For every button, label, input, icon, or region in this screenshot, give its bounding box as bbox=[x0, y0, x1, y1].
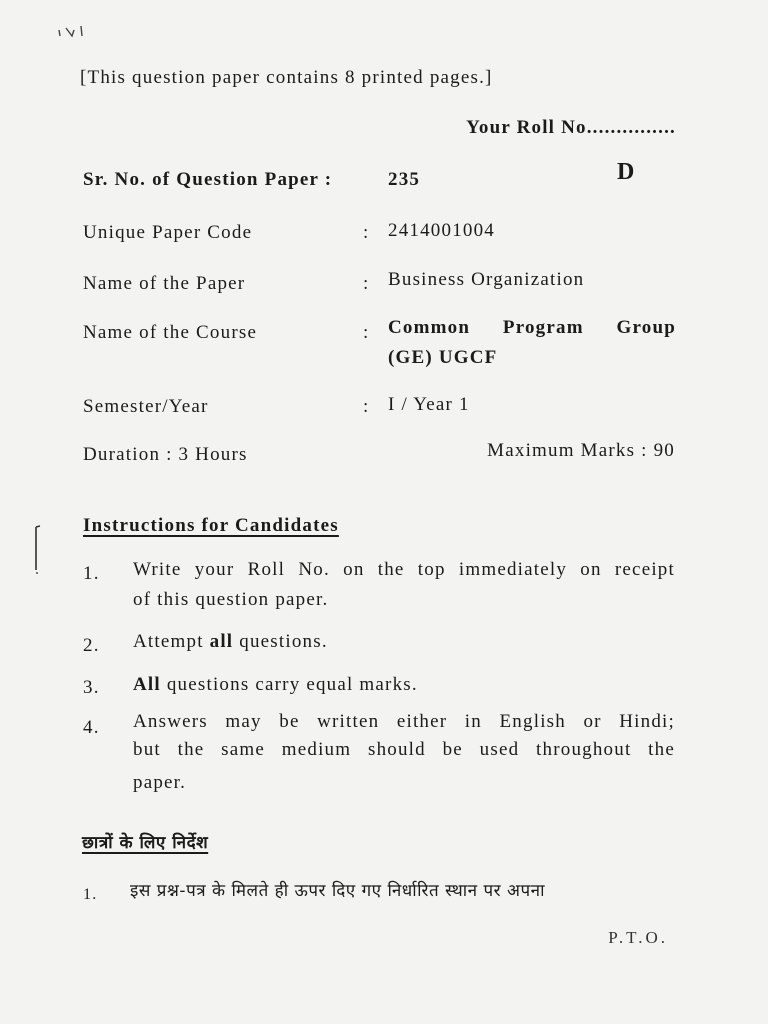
instruction-1-line-1: Write your Roll No. on the top immediately on receipt bbox=[133, 559, 675, 580]
duration: Duration : 3 Hours bbox=[83, 444, 248, 465]
field-label-semester: Semester/Year bbox=[83, 396, 209, 417]
hindi-instruction-1: इस प्रश्न-पत्र के मिलते ही ऊपर दिए गए निर्धारित स्थान पर अपना bbox=[130, 881, 545, 901]
field-label-paper-code: Unique Paper Code bbox=[83, 222, 253, 243]
field-separator: : bbox=[363, 273, 370, 294]
field-label-paper-name: Name of the Paper bbox=[83, 273, 246, 294]
instruction-4-line-2: but the same medium should be used throughout the bbox=[133, 739, 675, 760]
field-value-course-line-1: Common Program Group bbox=[388, 317, 676, 338]
instructions-heading: Instructions for Candidates bbox=[83, 515, 339, 536]
hindi-instructions-heading: छात्रों के लिए निर्देश bbox=[82, 833, 209, 853]
field-separator: : bbox=[363, 396, 370, 417]
field-value-paper-code: 2414001004 bbox=[388, 220, 495, 241]
instruction-number: 1. bbox=[83, 563, 100, 584]
field-label-course: Name of the Course bbox=[83, 322, 258, 343]
pages-note: [This question paper contains 8 printed pages.] bbox=[80, 67, 493, 88]
roll-no-label: Your Roll No............... bbox=[466, 117, 676, 138]
instruction-4-line-1: Answers may be written either in English or Hindi; bbox=[133, 711, 675, 732]
instruction-1-line-2: of this question paper. bbox=[133, 589, 329, 610]
field-value-course-line-2: (GE) UGCF bbox=[388, 347, 498, 368]
instruction-3: All questions carry equal marks. bbox=[133, 674, 418, 695]
field-value-semester: I / Year 1 bbox=[388, 394, 470, 415]
pto-note: P.T.O. bbox=[608, 928, 668, 947]
sr-no-label: Sr. No. of Question Paper : bbox=[83, 169, 333, 190]
instruction-number: 3. bbox=[83, 677, 100, 698]
field-separator: : bbox=[363, 222, 370, 243]
field-value-paper-name: Business Organization bbox=[388, 269, 585, 290]
hindi-instruction-number: 1. bbox=[83, 886, 98, 903]
margin-mark bbox=[30, 524, 44, 576]
field-separator: : bbox=[363, 322, 370, 343]
set-code: D bbox=[617, 159, 636, 185]
instruction-number: 4. bbox=[83, 717, 100, 738]
instruction-4-line-3: paper. bbox=[133, 772, 187, 793]
sr-no-value: 235 bbox=[388, 169, 421, 190]
corner-scribble bbox=[56, 22, 90, 40]
instruction-number: 2. bbox=[83, 635, 100, 656]
max-marks: Maximum Marks : 90 bbox=[487, 440, 675, 461]
instruction-2: Attempt all questions. bbox=[133, 631, 328, 652]
